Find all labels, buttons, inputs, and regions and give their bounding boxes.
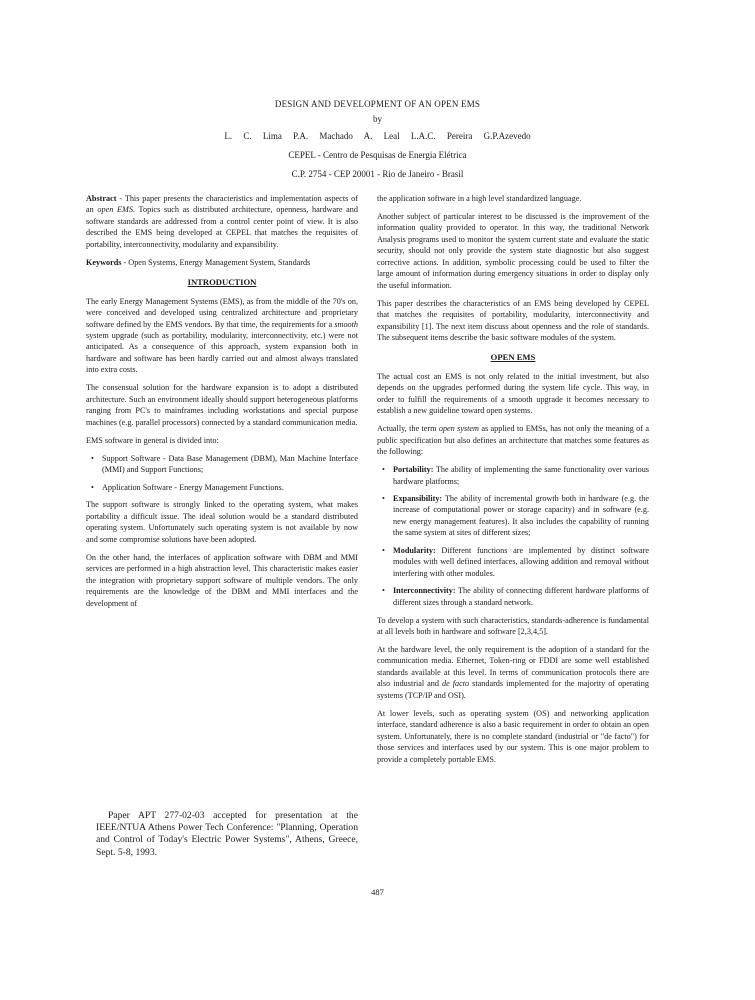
software-list	[86, 453, 358, 493]
list-item	[91, 453, 358, 476]
bullet-icon: •	[382, 493, 385, 503]
intro-paragraph-5: On the other hand, the interfaces of application software with DBM and MMI services are performed in a high abstraction level. This characteristic makes easier the integration with proprietary support software of multiple vendors. The only requirements are the knowledge of the DBM and MMI interfaces and the development of	[86, 552, 358, 608]
feature-text: The ability of incremental growth both in hardware (e.g. the increase of computational power or storage capacity) and in software (e.g. new energy management features). It also includes the capability of running the same system at sites of different sizes;	[393, 493, 649, 538]
paragraph-actual-cost: The actual cost an EMS is not only related to the initial investment, but also depends on the upgrades performed during the system life cycle. This way, in order to fulfill the requirements of a smooth upgrade it becomes necessary to establish a new guideline toward open systems.	[377, 371, 649, 416]
feature-label: Portability:	[393, 465, 434, 475]
feature-label: Expansibility:	[393, 493, 443, 503]
list-item-modularity	[382, 545, 649, 579]
bullet-icon: •	[91, 453, 94, 463]
paragraph-lower-levels: At lower levels, such as operating system (OS) and networking application interface, standard adherence is also a basic requirement in order to obtain an open system. Unfortunately, there is no complete standard (industrial or "de facto") for those services and interfaces used by our system. This is one major problem to provide a completely portable EMS.	[377, 708, 649, 764]
footnote-text: Paper APT 277-02-03 accepted for presentation at the IEEE/NTUA Athens Power Tech Conference: "Planning, Operation and Control of Today's Electric Power Systems", Athens, Greece, Sept. 5-8, 1993.	[96, 810, 358, 858]
list-item-text: Support Software - Data Base Management (DBM), Man Machine Interface (MMI) and Support Functions;	[102, 453, 358, 475]
keywords-text: - Open Systems, Energy Management System, Standards	[121, 257, 311, 267]
intro-paragraph-4: The support software is strongly linked to the operating system, what makes portability a difficult issue. The ideal solution would be a standard distributed operating system. Unfortunately such operating system is not available by now and some compromise solutions have been adopted.	[86, 500, 358, 544]
bullet-icon: •	[382, 586, 385, 596]
paragraph-hardware-level	[377, 644, 649, 701]
intro-paragraph-3: EMS software in general is divided into:	[86, 435, 219, 445]
feature-label: Interconnectivity:	[393, 586, 456, 596]
abstract-emphasis: open EMS	[97, 205, 133, 215]
list-item-interconnectivity	[382, 585, 649, 608]
section-heading-introduction: INTRODUCTION	[187, 277, 257, 288]
abstract-text: - This paper presents the characteristics and implementation aspects of an	[86, 194, 358, 215]
paragraph-standards-adherence: To develop a system with such characteristics, standards-adherence is fundamental at all levels both in hardware and software [2,3,4,5].	[377, 615, 649, 636]
abstract-text-cont: . Topics such as distributed architecture, openness, hardware and software standards are addressed from a control center point of view. It is also described the EMS being developed at CEPEL that matches the requisites of portability, interconnectivity, modularity and expansibility.	[86, 205, 358, 249]
address: C.P. 2754 - CEP 20001 - Rio de Janeiro - Brasil	[291, 169, 464, 179]
text: At the hardware level, the only requirement is the adoption of a standard for the communication media. Ethernet, Token-ring or FDDI are some well established standards available at this level. In terms of communication protocols there are also industrial and	[377, 644, 649, 689]
feature-text: The ability of connecting different hardware platforms of different sizes through a standard network.	[393, 586, 649, 607]
list-item-portability	[382, 464, 649, 487]
affiliation: CEPEL - Centro de Pesquisas de Energia Elétrica	[288, 150, 467, 160]
paragraph-information-quality: Another subject of particular interest to be discussed is the improvement of the information quality provided to operator. In this way, the traditional Network Analysis programs used to monitor the system current state and evaluate the static security, should not only provide the system state diagnostic but also suggest corrective actions. In addition, symbolic processing could be used to filter the large amount of information during emergency situations in order to display only the useful information.	[377, 211, 649, 290]
paper-title: DESIGN AND DEVELOPMENT OF AN OPEN EMS	[274, 99, 481, 109]
list-item-expansibility	[382, 493, 649, 539]
keywords-label: Keywords	[86, 257, 122, 267]
text: as applied to EMSs, has not only the meaning of a public specification but also defines an architecture that matches some features as the following:	[377, 424, 650, 457]
page-number: 487	[371, 887, 384, 897]
abstract-label: Abstract	[86, 194, 117, 203]
feature-text: The ability of implementing the same functionality over various hardware platforms;	[393, 465, 649, 486]
text: Actually, the term	[377, 424, 439, 434]
text: standards implemented for the majority of operating systems (TCP/IP and OSI).	[377, 679, 649, 700]
section-heading-open-ems: OPEN EMS	[490, 352, 536, 363]
emphasis: de facto	[442, 679, 470, 689]
text: system upgrade (such as portability, modularity, interconnectivity, etc.) were not anticipated. As a consequence of this approach, system expansion both in hardware and software has been hardly carried out and almost always translated into extra costs.	[86, 331, 358, 375]
paragraph-open-system	[377, 423, 649, 457]
conference-footnote	[96, 810, 358, 859]
list-item-text: Application Software - Energy Management Functions.	[102, 482, 284, 492]
bullet-icon: •	[91, 482, 94, 492]
by-line: by	[373, 114, 382, 124]
abstract	[86, 193, 358, 250]
list-item	[91, 482, 358, 493]
authors: L. C. Lima P.A. Machado A. Leal L.A.C. Pereira G.P.Azevedo	[224, 131, 531, 141]
feature-text: Different functions are implemented by distinct software modules with well defined interfaces, allowing addition and removal without interfering with other modules.	[393, 545, 649, 578]
intro-paragraph-2: The consensual solution for the hardware expansion is to adopt a distributed architecture. Such an environment ideally should support heterogeneous platforms ranging from PC's to mainframes including workstations and special purpose machines (e.g. parallel processors) connected by a standard communication media.	[86, 383, 358, 427]
keywords	[86, 257, 358, 268]
features-list	[377, 464, 649, 608]
paragraph-continuation: the application software in a high level standardized language.	[377, 194, 582, 203]
emphasis: smooth	[334, 319, 358, 329]
text: The early Energy Management Systems (EMS), as from the middle of the 70's on, were conceived and developed using centralized architecture and proprietary software defined by the EMS vendors. By that time, the requirements for a	[86, 296, 358, 329]
intro-paragraph-1	[86, 296, 358, 376]
paragraph-paper-description: This paper describes the characteristics of an EMS being developed by CEPEL that matches the requisites of portability, modularity, interconnectivity and expansibility [1]. The next item discuss about openness and the role of standards. The subsequent items describe the basic software modules of the system.	[377, 298, 649, 342]
feature-label: Modularity:	[393, 545, 436, 555]
bullet-icon: •	[382, 465, 385, 475]
left-column	[86, 193, 358, 609]
right-column	[377, 193, 649, 765]
bullet-icon: •	[382, 545, 385, 555]
emphasis: open system	[438, 424, 479, 434]
